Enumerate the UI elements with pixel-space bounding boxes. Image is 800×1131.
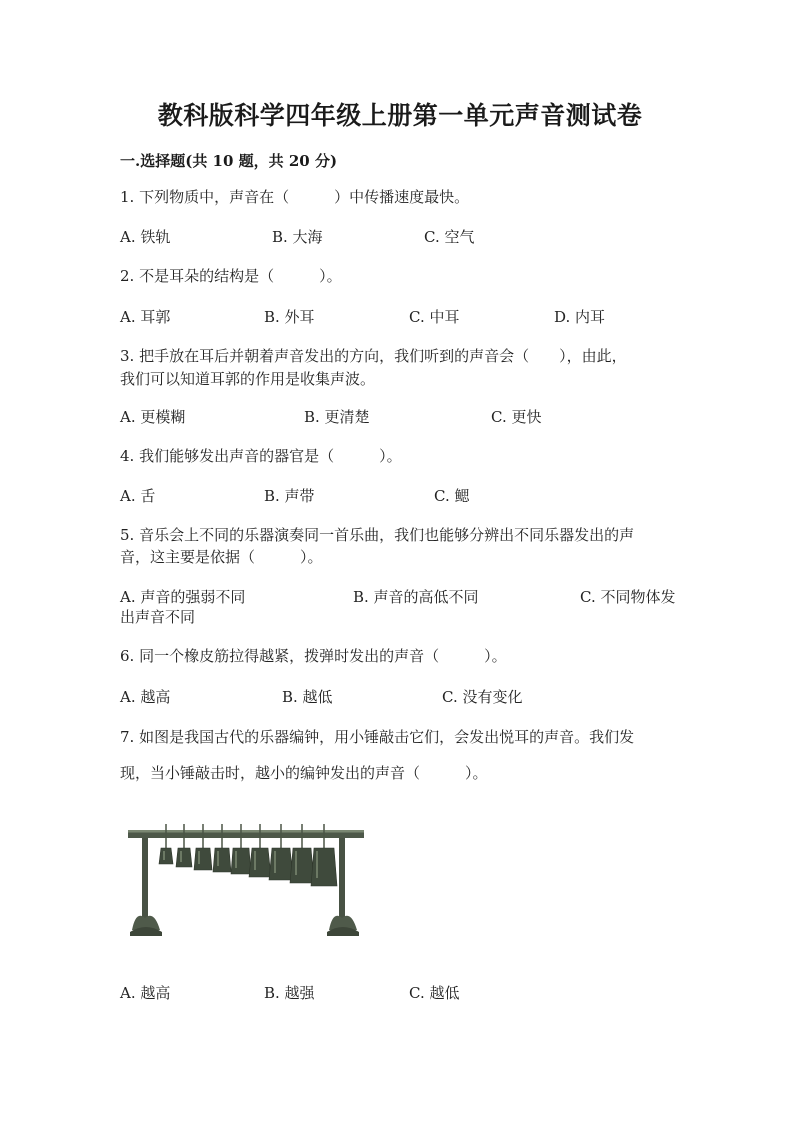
question-7-option-b: B. 越强 bbox=[264, 984, 315, 1002]
bianzhong-right-post bbox=[339, 838, 345, 926]
question-7-stem-line-2: 现，当小锤敲击时，越小的编钟发出的声音（ ）。 bbox=[120, 764, 488, 782]
question-5-stem-line-2: 音，这主要是依据（ ）。 bbox=[120, 548, 323, 566]
question-7-stem-line-1: 7. 如图是我国古代的乐器编钟，用小锤敲击它们，会发出悦耳的声音。我们发 bbox=[120, 728, 635, 746]
question-4-option-c: C. 鳃 bbox=[434, 487, 470, 505]
question-7-option-a: A. 越高 bbox=[120, 984, 171, 1002]
bell-5 bbox=[231, 848, 251, 874]
bianzhong-chime-bells-illustration bbox=[126, 818, 371, 948]
question-5-stem-line-1: 5. 音乐会上不同的乐器演奏同一首乐曲，我们也能够分辨出不同乐器发出的声 bbox=[120, 526, 635, 544]
question-1-option-b: B. 大海 bbox=[272, 228, 323, 246]
question-7-option-c: C. 越低 bbox=[409, 984, 460, 1002]
bell-1 bbox=[159, 848, 173, 864]
question-4-option-b: B. 声带 bbox=[264, 487, 315, 505]
question-3-option-c: C. 更快 bbox=[491, 408, 542, 426]
question-5-option-a: A. 声音的强弱不同 bbox=[120, 588, 246, 606]
question-2-option-d: D. 内耳 bbox=[554, 308, 606, 326]
bianzhong-left-post bbox=[142, 838, 148, 926]
question-3-stem-line-1: 3. 把手放在耳后并朝着声音发出的方向，我们听到的声音会（ ），由此， bbox=[120, 347, 627, 365]
question-5-option-b: B. 声音的高低不同 bbox=[353, 588, 479, 606]
page-title: 教科版科学四年级上册第一单元声音测试卷 bbox=[157, 101, 643, 130]
question-2-option-c: C. 中耳 bbox=[409, 308, 460, 326]
question-4-option-a: A. 舌 bbox=[120, 487, 156, 505]
question-3-option-b: B. 更清楚 bbox=[304, 408, 370, 426]
bell-3 bbox=[194, 848, 212, 870]
bell-9 bbox=[311, 848, 337, 886]
question-4-stem: 4. 我们能够发出声音的器官是（ ）。 bbox=[120, 447, 402, 465]
question-6-option-a: A. 越高 bbox=[120, 688, 171, 706]
question-6-option-b: B. 越低 bbox=[282, 688, 333, 706]
question-2-option-a: A. 耳郭 bbox=[120, 308, 171, 326]
question-2-stem: 2. 不是耳朵的结构是（ ）。 bbox=[120, 267, 342, 285]
bell-7 bbox=[269, 848, 293, 880]
bell-4 bbox=[213, 848, 231, 872]
question-3-option-a: A. 更模糊 bbox=[120, 408, 186, 426]
question-1-option-c: C. 空气 bbox=[424, 228, 475, 246]
question-5-option-c-continued: 出声音不同 bbox=[120, 608, 196, 626]
bell-2 bbox=[176, 848, 192, 867]
question-6-option-c: C. 没有变化 bbox=[442, 688, 523, 706]
question-1-option-a: A. 铁轨 bbox=[120, 228, 171, 246]
question-3-stem-line-2: 我们可以知道耳郭的作用是收集声波。 bbox=[120, 370, 376, 388]
question-6-stem: 6. 同一个橡皮筋拉得越紧，拨弹时发出的声音（ ）。 bbox=[120, 647, 507, 665]
question-1-stem: 1. 下列物质中，声音在（ ）中传播速度最快。 bbox=[120, 188, 470, 206]
question-2-option-b: B. 外耳 bbox=[264, 308, 315, 326]
question-5-option-c: C. 不同物体发 bbox=[580, 588, 676, 606]
bell-8 bbox=[290, 848, 314, 883]
section-heading: 一.选择题(共 10 题，共 20 分) bbox=[120, 152, 338, 170]
bell-6 bbox=[249, 848, 271, 877]
